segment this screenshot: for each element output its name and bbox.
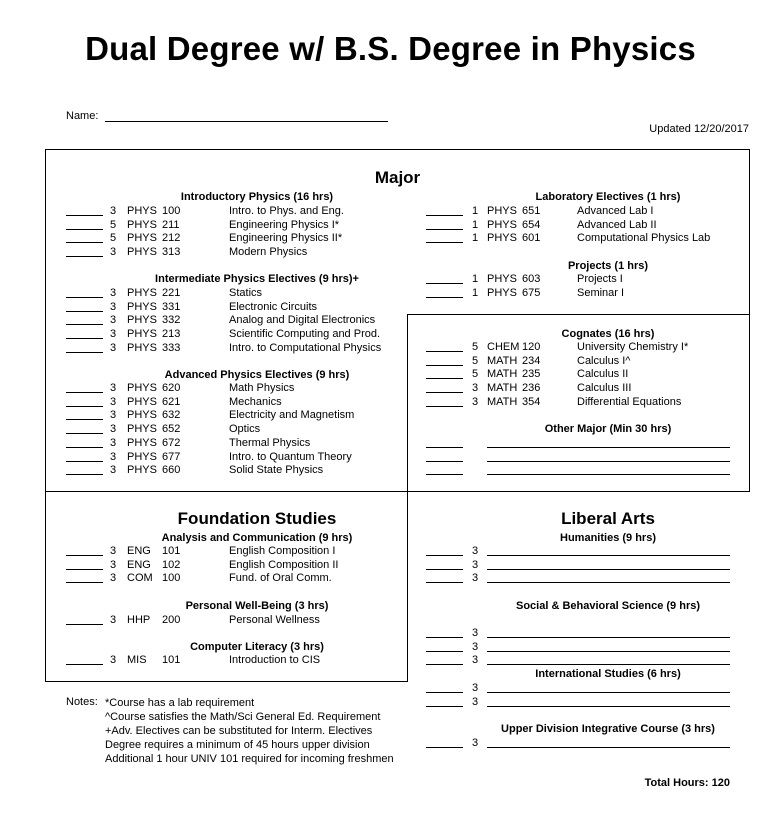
course-name: Intro. to Computational Physics — [229, 341, 382, 354]
course-dept: PHYS — [487, 218, 517, 231]
major-heading: Major — [374, 168, 421, 187]
course-write-in-line[interactable] — [487, 637, 730, 638]
course-row — [426, 205, 746, 219]
course-number: 213 — [162, 328, 181, 341]
course-dept: CHEM — [487, 341, 520, 353]
grade-blank[interactable] — [66, 242, 103, 243]
course-name: Projects I — [577, 273, 623, 285]
credit-hours: 3 — [110, 558, 117, 571]
course-number: 234 — [522, 354, 541, 367]
left-box-edge — [45, 149, 46, 681]
course-dept: ENG — [127, 545, 151, 557]
name-label: Name: — [66, 110, 99, 122]
course-number: 660 — [162, 464, 181, 477]
course-write-in-line[interactable] — [487, 747, 730, 748]
course-row — [66, 423, 386, 437]
credit-hours: 5 — [110, 218, 117, 231]
grade-blank[interactable] — [66, 297, 103, 298]
grade-blank[interactable] — [426, 447, 463, 448]
projects-heading: Projects (1 hrs) — [567, 260, 649, 272]
course-dept: COM — [127, 572, 153, 585]
course-name: Personal Wellness — [229, 614, 320, 626]
humanities-heading: Humanities (9 hrs) — [560, 532, 656, 544]
credit-hours: 3 — [472, 627, 479, 639]
course-number: 652 — [162, 423, 181, 436]
course-number: 236 — [522, 382, 541, 395]
grade-blank[interactable] — [66, 229, 103, 230]
course-number: 313 — [162, 246, 181, 259]
course-dept: PHYS — [127, 328, 157, 341]
credit-hours: 3 — [472, 572, 479, 585]
name-field[interactable] — [105, 121, 388, 122]
elective-row — [426, 682, 736, 696]
course-row — [66, 451, 386, 465]
intermediate-heading: Intermediate Physics Electives (9 hrs)+ — [155, 273, 359, 285]
elective-row — [426, 545, 736, 559]
grade-blank[interactable] — [426, 651, 463, 652]
course-name: Advanced Lab I — [577, 205, 654, 217]
course-name: Mechanics — [229, 395, 282, 408]
course-dept: PHYS — [127, 423, 157, 436]
course-dept: PHYS — [487, 286, 517, 299]
grade-blank[interactable] — [426, 747, 463, 748]
credit-hours: 3 — [110, 654, 117, 666]
course-row — [66, 328, 386, 342]
course-dept: MIS — [127, 654, 147, 666]
course-dept: MATH — [487, 368, 518, 381]
course-number: 200 — [162, 614, 181, 626]
upper-division-heading: Upper Division Integrative Course (3 hrs) — [501, 723, 715, 735]
course-dept: PHYS — [127, 341, 157, 354]
course-name: Differential Equations — [577, 395, 682, 408]
course-name: English Composition I — [229, 545, 336, 557]
credit-hours: 3 — [472, 395, 479, 408]
course-row — [66, 342, 386, 356]
course-number: 221 — [162, 287, 181, 299]
credit-hours: 1 — [472, 286, 479, 299]
course-row — [426, 396, 746, 410]
course-row — [426, 341, 746, 355]
course-name: Calculus II — [577, 368, 629, 381]
grade-blank[interactable] — [426, 461, 463, 462]
course-number: 333 — [162, 341, 181, 354]
course-row — [66, 437, 386, 451]
credit-hours: 5 — [472, 368, 479, 381]
computer-heading: Computer Literacy (3 hrs) — [190, 641, 324, 653]
credit-hours: 3 — [472, 695, 479, 708]
course-number: 620 — [162, 382, 181, 394]
course-number: 601 — [522, 232, 541, 245]
credit-hours: 3 — [472, 737, 479, 749]
course-row — [66, 545, 386, 559]
course-dept: MATH — [487, 354, 518, 367]
credit-hours: 3 — [472, 545, 479, 557]
course-row — [66, 382, 386, 396]
grade-blank[interactable] — [66, 433, 103, 434]
course-row — [66, 464, 386, 478]
course-number: 654 — [522, 218, 541, 231]
credit-hours: 3 — [110, 450, 117, 463]
course-number: 332 — [162, 314, 181, 327]
course-dept: PHYS — [127, 436, 157, 449]
grade-blank[interactable] — [66, 569, 103, 570]
course-dept: PHYS — [127, 464, 157, 477]
course-write-in-line[interactable] — [487, 706, 730, 707]
grade-blank[interactable] — [66, 474, 103, 475]
course-dept: MATH — [487, 395, 518, 408]
page-title: Dual Degree w/ B.S. Degree in Physics — [85, 30, 696, 67]
grade-blank[interactable] — [426, 351, 463, 352]
grade-blank[interactable] — [66, 352, 103, 353]
course-dept: PHYS — [127, 395, 157, 408]
course-name: Engineering Physics II* — [229, 232, 343, 245]
course-number: 331 — [162, 300, 181, 313]
course-number: 102 — [162, 558, 181, 571]
course-row — [66, 314, 386, 328]
course-name: Modern Physics — [229, 246, 308, 259]
course-number: 677 — [162, 450, 181, 463]
cognates-heading: Cognates (16 hrs) — [561, 328, 655, 340]
course-name: Computational Physics Lab — [577, 232, 711, 245]
credit-hours: 3 — [110, 572, 117, 585]
course-number: 621 — [162, 395, 181, 408]
credit-hours: 3 — [110, 464, 117, 477]
grade-blank[interactable] — [426, 569, 463, 570]
grade-blank[interactable] — [426, 229, 463, 230]
credit-hours: 5 — [472, 354, 479, 367]
note-line: Degree requires a minimum of 45 hours upper division — [105, 739, 370, 751]
course-write-in-line[interactable] — [487, 692, 730, 693]
cognates-divider — [407, 314, 750, 315]
course-name: Intro. to Quantum Theory — [229, 450, 352, 463]
grade-blank[interactable] — [426, 297, 463, 298]
course-name: Scientific Computing and Prod. — [229, 328, 381, 341]
credit-hours: 3 — [110, 287, 117, 299]
grade-blank[interactable] — [66, 215, 103, 216]
grade-blank[interactable] — [426, 637, 463, 638]
intro-physics-heading: Introductory Physics (16 hrs) — [180, 191, 334, 203]
course-row — [426, 355, 746, 369]
note-line: ^Course satisfies the Math/Sci General Ed. Requirement — [105, 711, 381, 723]
course-number: 603 — [522, 273, 541, 285]
course-name: Electronic Circuits — [229, 300, 318, 313]
course-name: Introduction to CIS — [229, 654, 321, 666]
credit-hours: 3 — [472, 654, 479, 667]
note-line: +Adv. Electives can be substituted for Interm. Electives — [105, 725, 373, 737]
course-number: 235 — [522, 368, 541, 381]
course-write-in-line[interactable] — [487, 555, 730, 556]
course-name: Thermal Physics — [229, 436, 311, 449]
course-name: Analog and Digital Electronics — [229, 314, 376, 327]
elective-row — [426, 696, 736, 710]
course-name: Seminar I — [577, 286, 625, 299]
elective-row — [426, 559, 736, 573]
course-row — [66, 559, 386, 573]
grade-blank[interactable] — [426, 474, 463, 475]
credit-hours: 3 — [110, 341, 117, 354]
grade-blank[interactable] — [66, 582, 103, 583]
course-write-in-line[interactable] — [487, 664, 730, 665]
course-write-in-line[interactable] — [487, 461, 730, 462]
credit-hours: 3 — [110, 328, 117, 341]
course-dept: PHYS — [127, 205, 157, 217]
course-dept: PHYS — [127, 232, 157, 245]
course-number: 211 — [162, 218, 180, 231]
grade-blank[interactable] — [66, 555, 103, 556]
grade-blank[interactable] — [66, 324, 103, 325]
international-heading: International Studies (6 hrs) — [535, 668, 681, 680]
grade-blank[interactable] — [66, 447, 103, 448]
updated-date: Updated 12/20/2017 — [649, 123, 749, 135]
elective-row — [426, 737, 736, 751]
course-row — [426, 219, 746, 233]
course-number: 354 — [522, 395, 541, 408]
course-name: University Chemistry I* — [577, 341, 689, 353]
credit-hours: 3 — [472, 640, 479, 653]
grade-blank[interactable] — [426, 283, 463, 284]
course-dept: PHYS — [127, 314, 157, 327]
course-dept: PHYS — [487, 232, 517, 245]
course-dept: PHYS — [127, 409, 157, 422]
course-dept: PHYS — [127, 382, 157, 394]
course-row — [426, 368, 746, 382]
course-number: 672 — [162, 436, 181, 449]
course-dept: PHYS — [127, 450, 157, 463]
elective-row — [426, 572, 736, 586]
grade-blank[interactable] — [66, 406, 103, 407]
course-row — [66, 572, 386, 586]
course-write-in-line[interactable] — [487, 447, 730, 448]
credit-hours: 3 — [110, 436, 117, 449]
course-dept: PHYS — [127, 287, 157, 299]
course-number: 675 — [522, 286, 541, 299]
course-name: Fund. of Oral Comm. — [229, 572, 332, 585]
course-row — [66, 614, 386, 628]
course-dept: PHYS — [487, 273, 517, 285]
course-number: 651 — [522, 205, 541, 217]
note-line: *Course has a lab requirement — [105, 697, 255, 709]
course-write-in-line[interactable] — [487, 651, 730, 652]
course-row — [66, 246, 386, 260]
analysis-heading: Analysis and Communication (9 hrs) — [161, 532, 353, 544]
course-row — [426, 382, 746, 396]
grade-blank[interactable] — [66, 311, 103, 312]
credit-hours: 5 — [110, 232, 117, 245]
credit-hours: 3 — [110, 300, 117, 313]
other-major-heading: Other Major (Min 30 hrs) — [544, 423, 672, 435]
course-name: Advanced Lab II — [577, 218, 657, 231]
course-number: 101 — [162, 545, 181, 557]
credit-hours: 5 — [472, 341, 479, 353]
liberal-arts-heading: Liberal Arts — [561, 509, 655, 528]
notes-label: Notes: — [66, 696, 98, 708]
course-number: 101 — [162, 654, 181, 666]
course-dept: PHYS — [127, 218, 157, 231]
course-row — [66, 409, 386, 423]
grade-blank[interactable] — [426, 365, 463, 366]
course-name: Calculus III — [577, 382, 632, 395]
credit-hours: 3 — [110, 205, 117, 217]
course-dept: PHYS — [127, 300, 157, 313]
grade-blank[interactable] — [426, 664, 463, 665]
lab-heading: Laboratory Electives (1 hrs) — [535, 191, 681, 203]
grade-blank[interactable] — [426, 692, 463, 693]
course-row — [66, 301, 386, 315]
credit-hours: 3 — [472, 558, 479, 571]
grade-blank[interactable] — [426, 582, 463, 583]
elective-row — [426, 437, 736, 451]
grade-blank[interactable] — [66, 338, 103, 339]
course-row — [66, 232, 386, 246]
course-row — [66, 287, 386, 301]
course-name: Calculus I^ — [577, 354, 631, 367]
grade-blank[interactable] — [66, 419, 103, 420]
course-name: Engineering Physics I* — [229, 218, 340, 231]
credit-hours: 1 — [472, 218, 479, 231]
credit-hours: 3 — [472, 382, 479, 395]
elective-row — [426, 641, 736, 655]
course-dept: PHYS — [127, 246, 157, 259]
total-hours: Total Hours: 120 — [644, 777, 730, 789]
course-dept: ENG — [127, 558, 151, 571]
course-name: Math Physics — [229, 382, 295, 394]
course-number: 120 — [522, 341, 541, 353]
course-number: 100 — [162, 205, 181, 217]
course-row — [66, 205, 386, 219]
course-row — [426, 232, 746, 246]
credit-hours: 3 — [110, 409, 117, 422]
course-name: Optics — [229, 423, 261, 436]
grade-blank[interactable] — [66, 256, 103, 257]
foundation-heading: Foundation Studies — [177, 509, 337, 528]
advanced-heading: Advanced Physics Electives (9 hrs) — [164, 369, 350, 381]
grade-blank[interactable] — [426, 392, 463, 393]
note-line: Additional 1 hour UNIV 101 required for incoming freshmen — [105, 753, 394, 765]
credit-hours: 1 — [472, 273, 479, 285]
credit-hours: 3 — [110, 246, 117, 259]
elective-row — [426, 654, 736, 668]
grade-blank[interactable] — [66, 664, 103, 665]
grade-blank[interactable] — [426, 406, 463, 407]
major-box-bottom — [45, 491, 750, 492]
notes-list — [105, 696, 394, 766]
wellbeing-heading: Personal Well-Being (3 hrs) — [185, 600, 329, 612]
credit-hours: 3 — [110, 614, 117, 626]
grade-blank[interactable] — [426, 555, 463, 556]
credit-hours: 3 — [472, 682, 479, 694]
elective-row — [426, 451, 736, 465]
course-number: 100 — [162, 572, 181, 585]
course-row — [426, 287, 746, 301]
grade-blank[interactable] — [426, 706, 463, 707]
grade-blank[interactable] — [426, 242, 463, 243]
course-name: Intro. to Phys. and Eng. — [229, 205, 344, 217]
course-number: 212 — [162, 232, 181, 245]
credit-hours: 3 — [110, 382, 117, 394]
credit-hours: 3 — [110, 395, 117, 408]
course-name: Statics — [229, 287, 263, 299]
grade-blank[interactable] — [66, 461, 103, 462]
credit-hours: 1 — [472, 232, 479, 245]
course-dept: MATH — [487, 382, 518, 395]
credit-hours: 3 — [110, 314, 117, 327]
social-heading: Social & Behavioral Science (9 hrs) — [515, 600, 701, 612]
course-name: English Composition II — [229, 558, 339, 571]
course-row — [66, 219, 386, 233]
course-number: 632 — [162, 409, 181, 422]
credit-hours: 3 — [110, 545, 117, 557]
course-name: Solid State Physics — [229, 464, 324, 477]
course-dept: HHP — [127, 614, 151, 626]
course-row — [66, 396, 386, 410]
center-divider — [407, 314, 408, 681]
course-write-in-line[interactable] — [487, 582, 730, 583]
grade-blank[interactable] — [426, 378, 463, 379]
course-write-in-line[interactable] — [487, 569, 730, 570]
course-dept: PHYS — [487, 205, 517, 217]
grade-blank[interactable] — [66, 392, 103, 393]
elective-row — [426, 464, 736, 478]
grade-blank[interactable] — [426, 215, 463, 216]
foundation-box-bottom — [45, 681, 408, 682]
grade-blank[interactable] — [66, 624, 103, 625]
credit-hours: 3 — [110, 423, 117, 436]
course-name: Electricity and Magnetism — [229, 409, 355, 422]
course-write-in-line[interactable] — [487, 474, 730, 475]
course-row — [66, 654, 386, 668]
major-box-top — [45, 149, 750, 150]
elective-row — [426, 627, 736, 641]
course-row — [426, 273, 746, 287]
credit-hours: 1 — [472, 205, 479, 217]
